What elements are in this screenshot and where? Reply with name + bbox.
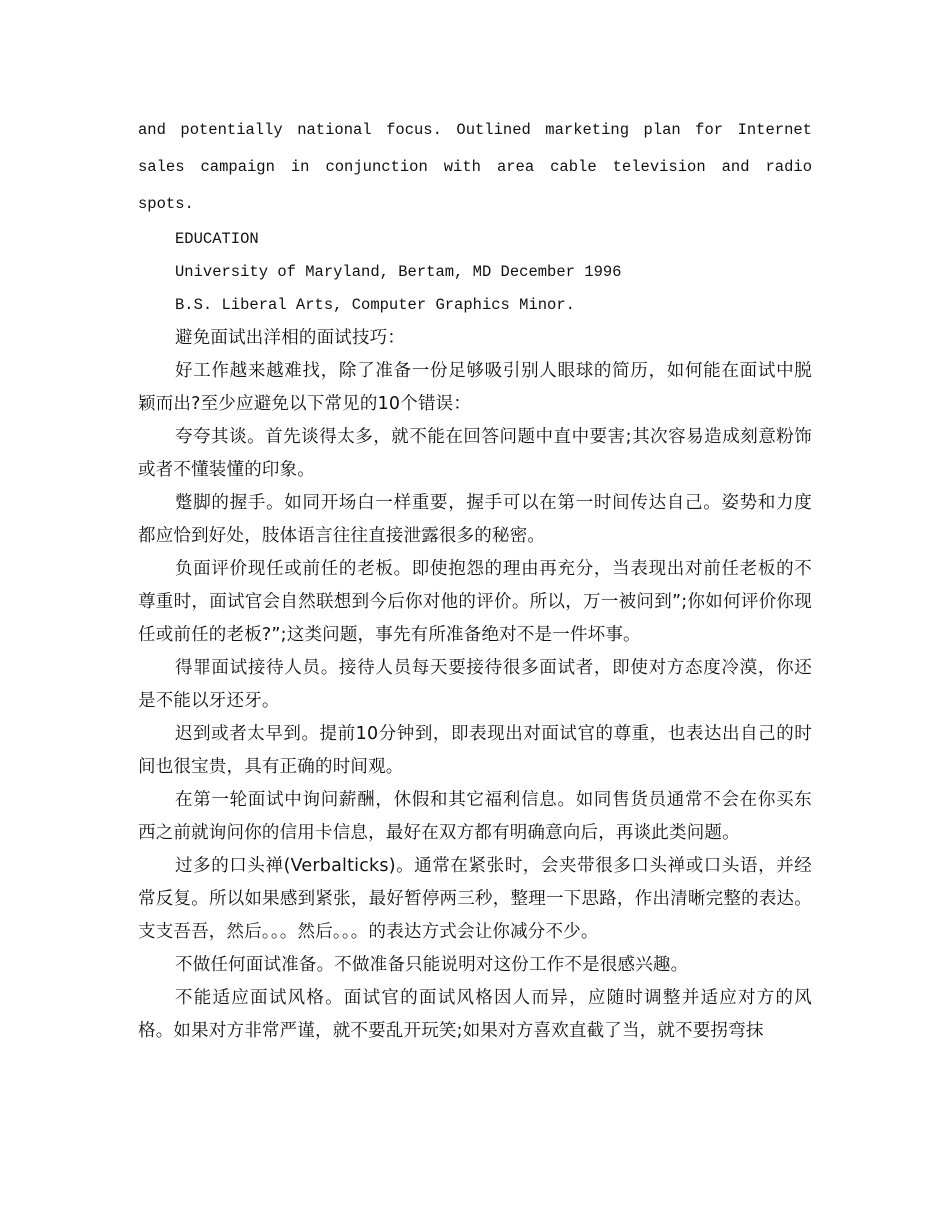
paragraph-tip-7: 过多的口头禅(Verbalticks)。通常在紧张时，会夹带很多口头禅或口头语，并经常反复。所以如果感到紧张，最好暂停两三秒，整理一下思路，作出清晰完整的表达。支支吾吾，然后。。。然后。。。的表达方式会让你减分不少。 — [138, 856, 812, 942]
paragraph-tip-3: 负面评价现任或前任的老板。即使抱怨的理由再充分，当表现出对前任老板的不尊重时，面试官会自然联想到今后你对他的评价。所以，万一被问到”;你如何评价你现任或前任的老板?”;这类问题，事先有所准备绝对不是一件坏事。 — [138, 559, 812, 645]
paragraph-tip-2: 蹩脚的握手。如同开场白一样重要，握手可以在第一时间传达自己。姿势和力度都应恰到好处，肢体语言往往直接泄露很多的秘密。 — [138, 493, 812, 546]
paragraph-degree: B.S. Liberal Arts, Computer Graphics Minor. — [175, 296, 575, 314]
paragraph-tip-9: 不能适应面试风格。面试官的面试风格因人而异，应随时调整并适应对方的风格。如果对方非常严谨，就不要乱开玩笑;如果对方喜欢直截了当，就不要拐弯抹 — [138, 988, 812, 1041]
section-heading-education: EDUCATION — [175, 230, 259, 248]
paragraph-tip-6: 在第一轮面试中询问薪酬，休假和其它福利信息。如同售货员通常不会在你买东西之前就询问你的信用卡信息，最好在双方都有明确意向后，再谈此类问题。 — [138, 790, 812, 843]
paragraph-tip-5: 迟到或者太早到。提前10分钟到，即表现出对面试官的尊重，也表达出自己的时间也很宝贵，具有正确的时间观。 — [138, 724, 812, 777]
paragraph-tip-8: 不做任何面试准备。不做准备只能说明对这份工作不是很感兴趣。 — [175, 955, 689, 975]
paragraph-tip-1: 夸夸其谈。首先谈得太多，就不能在回答问题中直中要害;其次容易造成刻意粉饰或者不懂装懂的印象。 — [138, 427, 812, 480]
document-page — [138, 112, 812, 1048]
paragraph-intro: 好工作越来越难找，除了准备一份足够吸引别人眼球的简历，如何能在面试中脱颖而出?至少应避免以下常见的10个错误： — [138, 361, 812, 414]
paragraph-tip-4: 得罪面试接待人员。接待人员每天要接待很多面试者，即使对方态度冷漠，你还是不能以牙还牙。 — [138, 658, 812, 711]
heading-interview-tips: 避免面试出洋相的面试技巧： — [175, 328, 406, 348]
paragraph-experience-tail: and potentially national focus. Outlined marketing plan for Internet sales campaign in conjunction with area cable television and radio spots. — [138, 121, 812, 213]
paragraph-university: University of Maryland, Bertam, MD December 1996 — [175, 263, 622, 281]
